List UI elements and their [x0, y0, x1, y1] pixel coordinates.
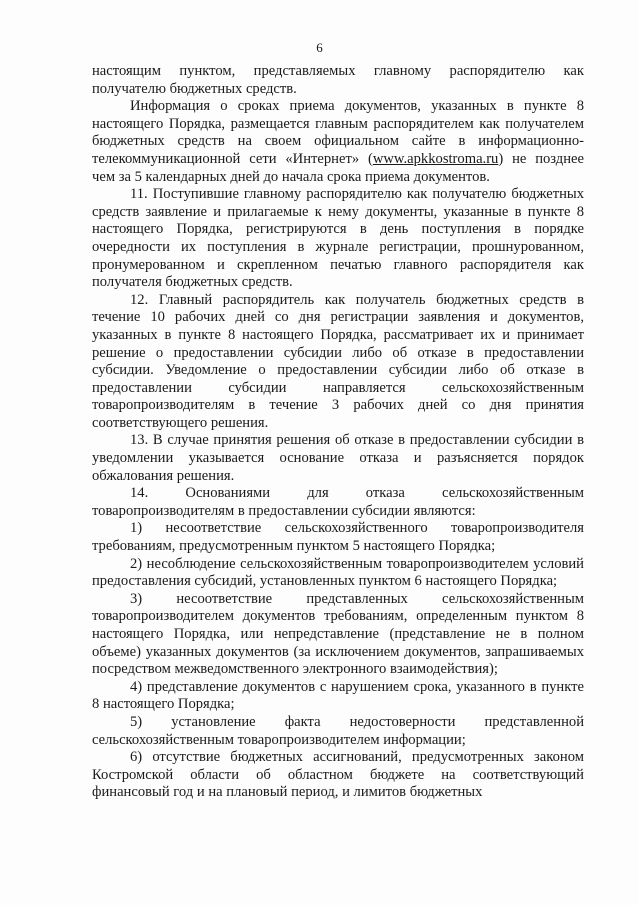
paragraph-info-deadlines	[92, 98, 584, 186]
paragraph-continuation: настоящим пунктом, представляемых главному распорядителю как получателю бюджетных средств.	[92, 63, 584, 97]
page-number: 6	[316, 40, 323, 55]
list-item-3: 3) несоответствие представленных сельскохозяйственным товаропроизводителем документов требованиям, определенным пунктом 8 настоящего Порядка, или непредставление (представление не в полном объеме) указанных документов (за исключением документов, запрашиваемых посредством межведомственного электронного взаимодействия);	[92, 590, 584, 678]
paragraph-12: 12. Главный распорядитель как получатель бюджетных средств в течение 10 рабочих дней со дня регистрации заявления и документов, указанных в пункте 8 настоящего Порядка, рассматривает их и принимает решение о предоставлении субсидии либо об отказе в предоставлении субсидии. Уведомление о предоставлении субсидии либо об отказе в предоставлении субсидии направляется сельскохозяйственным товаропроизводителям в течение 3 рабочих дней со дня принятия соответствующего решения.	[92, 291, 584, 431]
list-item-6: 6) отсутствие бюджетных ассигнований, предусмотренных законом Костромской области об областном бюджете на соответствующий финансовый год и на плановый период, и лимитов бюджетных	[92, 749, 584, 801]
document-body	[92, 63, 584, 802]
website-link[interactable]: www.apkkostroma.ru	[372, 150, 499, 167]
paragraph-13: 13. В случае принятия решения об отказе в предоставлении субсидии в уведомлении указывается основание отказа и разъясняется порядок обжалования решения.	[92, 432, 584, 484]
paragraph-text: ) не позднее чем за 5 календарных дней до начала срока приема документов.	[92, 150, 584, 185]
list-item-5: 5) установление факта недостоверности представленной сельскохозяйственным товаропроизводителем информации;	[92, 713, 584, 748]
paragraph-11: 11. Поступившие главному распорядителю как получателю бюджетных средств заявление и прилагаемые к нему документы, указанные в пункте 8 настоящего Порядка, регистрируются в день поступления в порядке очередности их поступления в журнале регистрации, прошнурованном, пронумерованном и скрепленном печатью главного распорядителя как получателя бюджетных средств.	[92, 186, 584, 291]
list-item-4: 4) представление документов с нарушением срока, указанного в пункте 8 настоящего Порядка;	[92, 678, 584, 713]
list-item-2: 2) несоблюдение сельскохозяйственным товаропроизводителем условий предоставления субсидий, установленных пунктом 6 настоящего Порядка;	[92, 555, 584, 590]
paragraph-text: Информация о сроках приема документов, указанных в пункте 8 настоящего Порядка, размещается главным распорядителем как получателем бюджетных средств на своем официальном сайте в информационно-телекоммуникационной сети «Интернет» (	[92, 98, 584, 167]
paragraph-14: 14. Основаниями для отказа сельскохозяйственным товаропроизводителям в предоставлении субсидии являются:	[92, 485, 584, 519]
list-item-1: 1) несоответствие сельскохозяйственного товаропроизводителя требованиям, предусмотренным пунктом 5 настоящего Порядка;	[92, 520, 584, 555]
